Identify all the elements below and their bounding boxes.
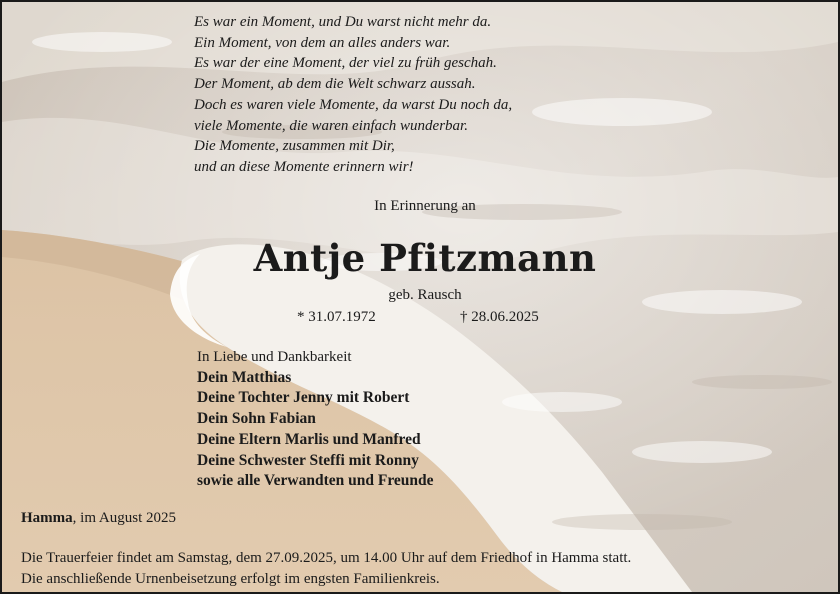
poem-line: Es war der eine Moment, der viel zu früh geschah.: [194, 55, 497, 72]
funeral-line: Die Trauerfeier findet am Samstag, dem 27.09.2025, um 14.00 Uhr auf dem Friedhof in Hamma statt.: [21, 550, 632, 566]
mourner-name: Deine Tochter Jenny mit Robert: [197, 389, 410, 407]
place-and-date: [21, 510, 176, 527]
memorial-intro: In Erinnerung an: [374, 198, 476, 214]
place-date: , im August 2025: [72, 510, 177, 526]
poem-line: Es war ein Moment, und Du warst nicht mehr da.: [194, 14, 492, 30]
poem-line: Ein Moment, von dem an alles anders war.: [194, 34, 451, 51]
poem-line: viele Momente, die waren einfach wunderbar.: [194, 117, 468, 134]
birth-date: * 31.07.1972: [297, 309, 376, 325]
poem-line: Der Moment, ab dem die Welt schwarz aussah.: [194, 76, 476, 93]
deceased-name: Antje Pfitzmann: [253, 236, 597, 280]
mourner-name: Deine Eltern Marlis und Manfred: [197, 430, 421, 448]
mourner-name: Deine Schwester Steffi mit Ronny: [197, 451, 419, 469]
funeral-info: [21, 548, 631, 589]
mourner-name: sowie alle Verwandten und Freunde: [197, 472, 434, 490]
mourners-lead: In Liebe und Dankbarkeit: [197, 349, 352, 365]
place-town: Hamma: [21, 510, 73, 526]
death-date: † 28.06.2025: [460, 309, 539, 325]
maiden-name: geb. Rausch: [388, 287, 462, 303]
poem-line: Die Momente, zusammen mit Dir,: [194, 138, 395, 155]
mourner-name: Dein Sohn Fabian: [197, 410, 316, 428]
poem-line: und an diese Momente erinnern wir!: [194, 158, 414, 175]
poem-line: Doch es waren viele Momente, da warst Du noch da,: [194, 96, 513, 113]
funeral-line: Die anschließende Urnenbeisetzung erfolgt im engsten Familienkreis.: [21, 570, 440, 587]
mourner-name: Dein Matthias: [197, 368, 292, 386]
memorial-poem: [194, 12, 512, 178]
mourners-list: [197, 347, 434, 492]
